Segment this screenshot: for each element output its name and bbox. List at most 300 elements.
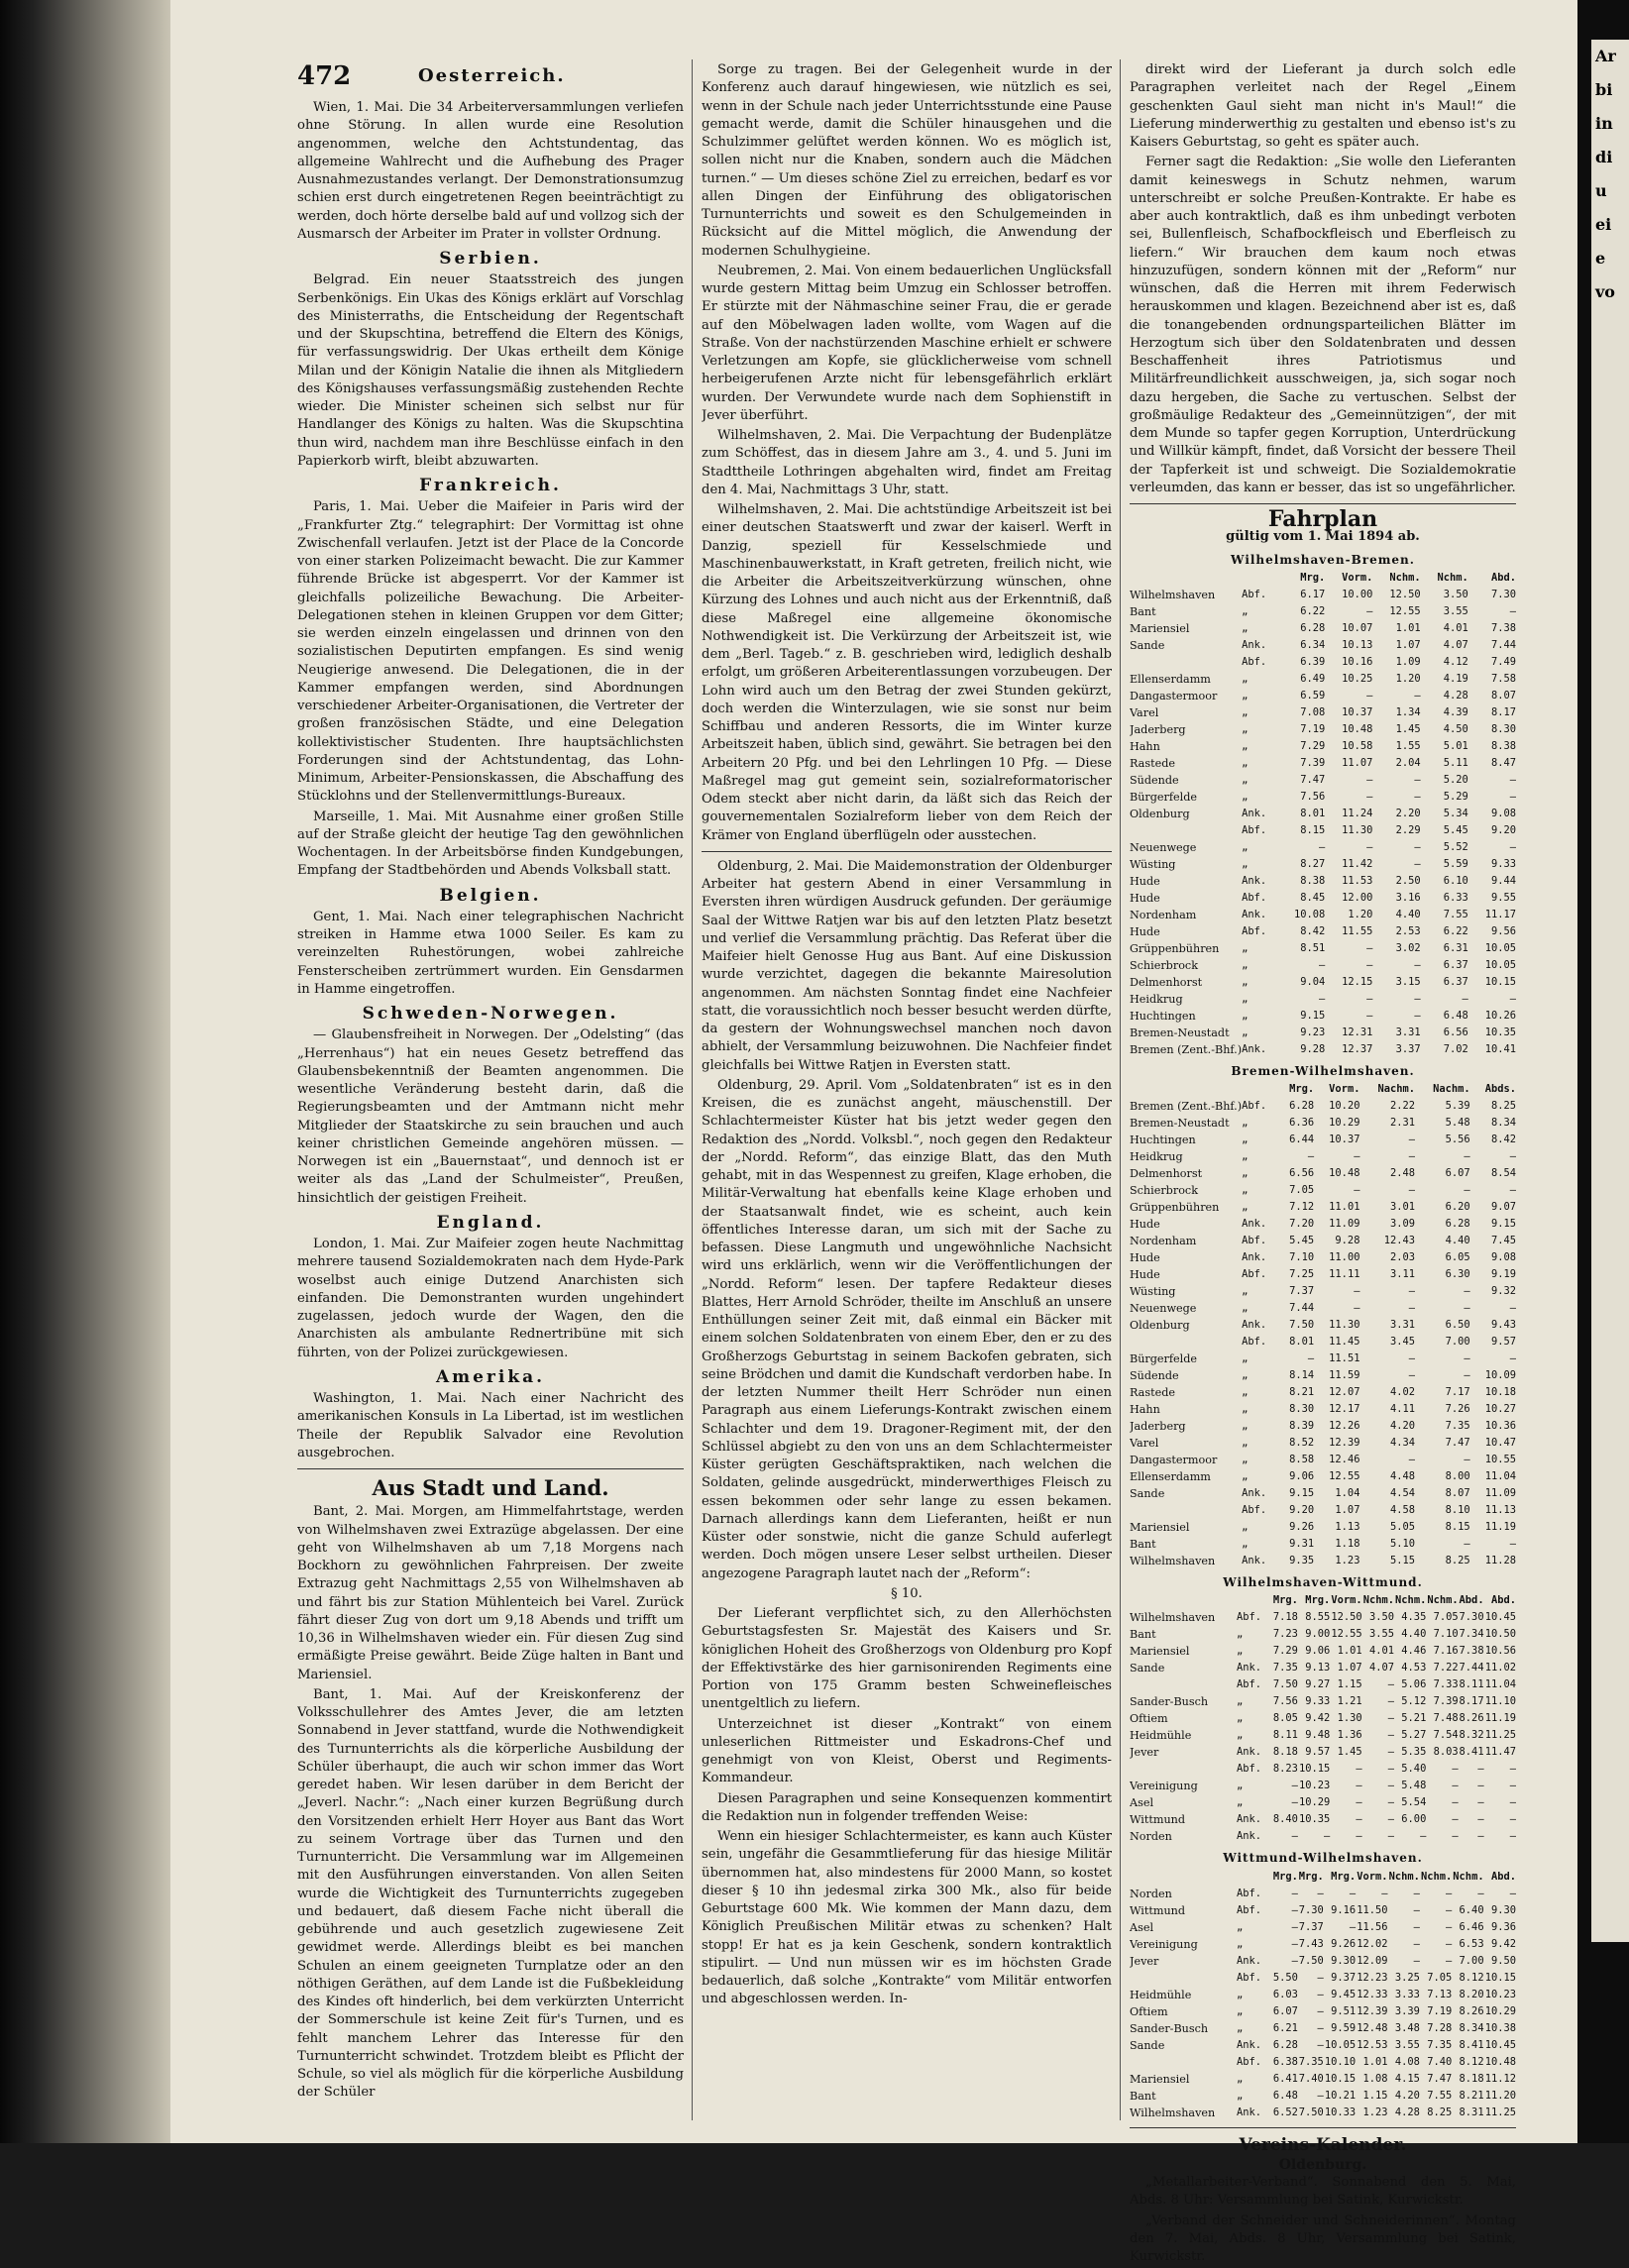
station-name: Sander-Busch: [1130, 2021, 1209, 2035]
departure-time: —: [1509, 1763, 1516, 1776]
departure-time: —: [1366, 941, 1373, 954]
departure-time: 12.53: [1357, 2038, 1388, 2051]
departure-time: 12.50: [1331, 1611, 1362, 1624]
departure-time: —: [1366, 773, 1373, 786]
station-name: Bremen-Neustadt: [1130, 1026, 1230, 1039]
arr-dep-marker: Abf.: [1237, 1763, 1262, 1776]
departure-time: 11.30: [1342, 823, 1373, 836]
timetable-header-cell: [1130, 1592, 1237, 1609]
departure-time: 9.42: [1305, 1712, 1331, 1725]
station-name: Wilhelmshaven: [1130, 2106, 1216, 2119]
timetable-row: [1130, 1384, 1516, 1401]
departure-time: 4.46: [1401, 1645, 1427, 1658]
timetable-row: [1130, 1676, 1516, 1693]
departure-time: 7.28: [1427, 2021, 1453, 2034]
departure-time: —: [1509, 1780, 1516, 1792]
arr-dep-marker: Abf.: [1242, 1100, 1267, 1112]
departure-time: 8.25: [1445, 1555, 1470, 1566]
departure-time: 5.01: [1443, 739, 1468, 752]
departure-time: —: [1408, 1150, 1416, 1162]
departure-time: 6.00: [1401, 1813, 1427, 1826]
departure-time: 6.28: [1272, 2038, 1298, 2051]
departure-time: 8.14: [1289, 1369, 1315, 1381]
departure-time: 5.52: [1443, 840, 1468, 853]
departure-time: 8.15: [1300, 823, 1326, 836]
departure-time: 7.44: [1289, 1302, 1315, 1314]
arr-dep-marker: „: [1242, 1134, 1249, 1145]
station-name: Vereinigung: [1130, 1780, 1198, 1793]
departure-time: —: [1356, 1796, 1362, 1809]
arr-dep-marker: Ank.: [1242, 807, 1267, 819]
departure-time: 6.44: [1289, 1134, 1315, 1145]
departure-time: 10.36: [1484, 1420, 1516, 1432]
station-name: Hahn: [1130, 739, 1160, 753]
article-paragraph: London, 1. Mai. Zur Maifeier zogen heute Nachmittag mehrere tausend Sozialdemokraten nach dem Hyde-Park woselbst auch einige Dutzend Anarchisten sich einfanden. Die Demonstranten wurden ungehindert zugelassen, jedoch wurde der Wagen, den die Anarchisten als ambulante Rednertribüne mit sich führten, von der Polizei zurückgewiesen.: [297, 1237, 684, 1360]
kalender-city: Oldenburg.: [1278, 2156, 1367, 2173]
departure-time: 8.01: [1300, 807, 1326, 819]
timetable-header-cell: Nchm.: [1453, 1870, 1484, 1883]
station-name: Heidmühle: [1130, 1729, 1192, 1743]
station-name: Wilhelmshaven: [1130, 588, 1216, 601]
departure-time: 11.07: [1342, 756, 1373, 769]
departure-time: 10.26: [1484, 1009, 1516, 1022]
departure-time: 5.29: [1443, 790, 1468, 803]
departure-time: 12.55: [1389, 604, 1421, 617]
departure-time: —: [1477, 1887, 1484, 1899]
station-name: Delmenhorst: [1130, 975, 1203, 989]
departure-time: 11.12: [1484, 2072, 1516, 2085]
article-paragraph: Oldenburg, 2. Mai. Die Maidemonstration der Oldenburger Arbeiter hat gestern Abend in einer Versammlung in Eversten ihren würdigen Ausdruck gefunden. Der geräumige Saal der Wittwe Ratjen war bis auf den letzten Platz besetzt und verlief die Versammlung prächtig. Das Referat über die Maifeier hielt Genosse Hug aus Bant. Auf eine Diskussion wurde verzichtet, dagegen die bekannte Mairesolution angenommen. Am nächsten Sonntag findet eine Nachfeier statt, die voraussichtlich noch besser besucht werden dürfte, da gestern der Wohnungswechsel manchen noch davon abhielt, der Versammlung beizuwohnen. Die Nachfeier findet gleichfalls bei Wittwe Ratjen in Eversten statt.: [702, 858, 1112, 1073]
station-name: Wilhelmshaven: [1130, 1555, 1216, 1567]
departure-time: 6.41: [1272, 2072, 1298, 2085]
vereins-kalender: [1130, 2136, 1516, 2267]
departure-time: 6.34: [1300, 638, 1326, 651]
departure-time: —: [1477, 1813, 1484, 1826]
departure-time: —: [1366, 840, 1373, 853]
departure-time: —: [1317, 1971, 1324, 1984]
departure-time: —: [1318, 992, 1326, 1005]
departure-time: 4.20: [1394, 2089, 1420, 2102]
timetable-row: [1130, 1435, 1516, 1452]
arr-dep-marker: „: [1242, 941, 1249, 954]
departure-time: —: [1445, 1920, 1453, 1933]
departure-time: 7.38: [1490, 621, 1516, 634]
departure-time: 8.45: [1300, 891, 1326, 904]
departure-time: 9.30: [1331, 1954, 1357, 1967]
departure-time: 7.44: [1490, 638, 1516, 651]
departure-time: 6.20: [1445, 1201, 1470, 1213]
arr-dep-marker: „: [1242, 722, 1249, 735]
departure-time: 3.11: [1390, 1268, 1416, 1280]
timetable-row: [1130, 2054, 1516, 2071]
departure-time: —: [1452, 1780, 1459, 1792]
departure-time: 1.20: [1348, 908, 1373, 920]
departure-time: 7.48: [1433, 1712, 1459, 1725]
departure-time: 7.30: [1459, 1611, 1484, 1624]
departure-time: 8.12: [1459, 1971, 1484, 1984]
departure-time: 10.35: [1298, 1813, 1331, 1826]
timetable-header-cell: Mrg.: [1300, 571, 1326, 584]
station-name: Hude: [1130, 1218, 1160, 1231]
arr-dep-marker: „: [1242, 1352, 1249, 1364]
departure-time: 1.15: [1362, 2089, 1388, 2102]
section-heading: Aus Stadt und Land.: [372, 1475, 609, 1500]
timetable-row: [1130, 1693, 1516, 1710]
arr-dep-marker: „: [1242, 1454, 1249, 1465]
departure-time: 1.21: [1337, 1695, 1362, 1708]
newspaper-page: [170, 0, 1577, 2264]
departure-time: 10.05: [1484, 958, 1516, 971]
article-paragraph: Wilhelmshaven, 2. Mai. Die achtstündige Arbeitszeit ist bei einer deutschen Staatswerft und zwar der kaiserl. Werft in Danzig, speziell für Kesselschmiede und Maschinenbauwerkstatt, in Kraft getreten, freilich nicht, wie die Arbeiter die Arbeitszeitverkürzung wünschen, ohne Kürzung des Lohnes und auch nicht aus der Erkenntniß, daß diese Maßregel eine allgemeine ökonomische Nothwendigkeit ist. Die Verkürzung der Arbeitszeit ist, wie dem „Berl. Tageb.“ z. B. geschrieben wird, lediglich deshalb erfolgt, um größeren Arbeiterentlassungen vorzubeugen. Der Lohn wird auch um den Betrag der zwei Stunden gekürzt, doch werden die Winterzulagen, wie sie sonst nur beim Schiffbau und anderen Ressorts, die im Winter kurze Arbeitszeit haben, üblich sind, gewährt. Sie betragen bei den Arbeitern 20 Pfg. und bei den Lehrlingen 10 Pfg. — Diese Maßregel mag gut gemeint sein, sozialreformatorischer Odem steckt aber nicht darin, da läßt sich das Reich der gouvernementalen Sozialreform lieber von dem Reich der Krämer von England überflügeln oder ausstechen.: [702, 502, 1112, 843]
departure-time: 11.01: [1329, 1201, 1360, 1213]
departure-time: 6.53: [1459, 1937, 1484, 1950]
station-name: [1130, 654, 1242, 671]
departure-time: 7.29: [1300, 739, 1326, 752]
arr-dep-marker: Ank.: [1237, 1746, 1262, 1759]
departure-time: 11.11: [1329, 1268, 1360, 1280]
departure-time: 9.57: [1490, 1336, 1516, 1348]
departure-time: 12.43: [1383, 1235, 1416, 1246]
departure-time: 11.10: [1484, 1695, 1516, 1708]
timetable-row: [1130, 2020, 1516, 2037]
timetable-header-cell: Mrg.: [1272, 1594, 1298, 1607]
departure-time: —: [1414, 857, 1421, 870]
timetable-route: Wittmund-Wilhelmshaven.: [1223, 1851, 1423, 1866]
departure-time: 8.03: [1433, 1746, 1459, 1759]
divider: [1130, 2127, 1516, 2128]
departure-time: 7.00: [1445, 1336, 1470, 1348]
departure-time: 8.25: [1490, 1100, 1516, 1112]
departure-time: 8.32: [1459, 1729, 1484, 1742]
timetable-route: Bremen-Wilhelmshaven.: [1231, 1063, 1415, 1078]
timetable-row: [1130, 1468, 1516, 1485]
station-name: Bant: [1130, 604, 1156, 618]
departure-time: —: [1387, 1830, 1394, 1843]
next-page-edge: [1591, 40, 1629, 1942]
departure-time: 7.05: [1433, 1611, 1459, 1624]
departure-time: —: [1318, 840, 1326, 853]
departure-time: 9.33: [1305, 1695, 1331, 1708]
departure-time: —: [1414, 689, 1421, 702]
arr-dep-marker: „: [1242, 1470, 1249, 1482]
departure-time: 5.48: [1401, 1780, 1427, 1792]
departure-time: 7.34: [1459, 1628, 1484, 1641]
article-continuation: direkt wird der Lieferant ja durch solch edle Paragraphen verleitet nach der Regel „Einem geschenkten Gaul sieht man nicht in's Maul!“ die Lieferung minderwerthig zu gestalten und ebenso ist's zu Kaisers Geburtstag, so geht es später auch.: [1130, 62, 1516, 150]
departure-time: —: [1413, 1937, 1420, 1950]
departure-time: —: [1445, 1887, 1453, 1899]
timetable-row: [1130, 2003, 1516, 2020]
departure-time: 9.56: [1490, 924, 1516, 937]
departure-time: —: [1366, 992, 1373, 1005]
departure-time: 8.30: [1289, 1403, 1315, 1415]
departure-time: 12.23: [1357, 1971, 1388, 1984]
departure-time: 10.45: [1484, 2038, 1516, 2051]
timetable-table: [1130, 1869, 1516, 2121]
departure-time: 12.09: [1357, 1954, 1388, 1967]
arr-dep-marker: Abf.: [1242, 924, 1267, 937]
departure-time: —: [1413, 1903, 1420, 1916]
departure-time: 7.45: [1490, 1235, 1516, 1246]
departure-time: 1.45: [1337, 1746, 1362, 1759]
arr-dep-marker: „: [1242, 1386, 1249, 1398]
departure-time: 7.35: [1272, 1662, 1298, 1674]
article-paragraph: Diesen Paragraphen und seine Konsequenzen kommentirt die Redaktion nun in folgender treffenden Weise:: [702, 1790, 1112, 1824]
departure-time: —: [1509, 1796, 1516, 1809]
departure-time: 1.55: [1395, 739, 1421, 752]
timetable-header-cell: Abd.: [1490, 571, 1516, 584]
arr-dep-marker: „: [1242, 975, 1249, 988]
section-heading: England.: [436, 1212, 545, 1233]
timetable-row: [1130, 1519, 1516, 1536]
station-name: Wittmund: [1130, 1903, 1186, 1917]
departure-time: 8.17: [1459, 1695, 1484, 1708]
departure-time: —: [1387, 1712, 1394, 1725]
kalender-entry: „Verband der Schneider und Schneiderinnen“. Montag den 7. Mai, Abds. 8 Uhr, Versammlung bei Satink, Kurwickstr.: [1130, 2213, 1516, 2264]
departure-time: —: [1464, 1352, 1470, 1364]
departure-time: 3.37: [1395, 1042, 1421, 1055]
section-heading: Serbien.: [439, 249, 542, 269]
departure-time: 11.25: [1484, 1729, 1516, 1742]
departure-time: 9.36: [1490, 1920, 1516, 1933]
arr-dep-marker: Ank.: [1242, 874, 1267, 887]
departure-time: 11.50: [1357, 1903, 1388, 1916]
departure-time: 7.38: [1459, 1645, 1484, 1658]
station-name: [1130, 1676, 1237, 1693]
arr-dep-marker: „: [1237, 1796, 1244, 1809]
departure-time: 4.02: [1390, 1386, 1416, 1398]
departure-time: 6.50: [1445, 1319, 1470, 1331]
station-name: Sande: [1130, 2038, 1165, 2052]
timetable-row: [1130, 1727, 1516, 1744]
departure-time: —: [1414, 773, 1421, 786]
arr-dep-marker: „: [1242, 1150, 1249, 1162]
departure-time: 6.28: [1289, 1100, 1315, 1112]
timetable-header-cell: Nachm.: [1433, 1083, 1470, 1095]
departure-time: 10.09: [1484, 1369, 1516, 1381]
station-name: Bremen-Neustadt: [1130, 1117, 1230, 1130]
departure-time: 4.07: [1368, 1662, 1394, 1674]
station-name: Bremen (Zent.-Bhf.): [1130, 1100, 1243, 1113]
arr-dep-marker: „: [1242, 604, 1249, 617]
arr-dep-marker: Abf.: [1242, 1235, 1267, 1246]
arr-dep-marker: Ank.: [1237, 2106, 1262, 2118]
departure-time: 7.05: [1289, 1184, 1315, 1196]
section-heading: Frankreich.: [419, 476, 562, 495]
departure-time: 10.48: [1342, 722, 1373, 735]
station-name: Huchtingen: [1130, 1134, 1196, 1146]
departure-time: 8.41: [1459, 1746, 1484, 1759]
departure-time: 8.07: [1445, 1487, 1470, 1499]
departure-time: 12.17: [1329, 1403, 1360, 1415]
departure-time: 9.28: [1335, 1235, 1360, 1246]
departure-time: 4.58: [1390, 1504, 1416, 1516]
departure-time: 4.40: [1401, 1628, 1427, 1641]
article-paragraph: Bant, 1. Mai. Auf der Kreiskonferenz der Volksschullehrer des Amtes Jever, die am letzten Sonnabend in Jever stattfand, wurde die Nothwendigkeit des Turnunterrichts als die körperliche Ausbildung der Schüler überhaupt, die auch wir schon immer das Wort geredet haben. Wir lesen darüber in dem Bericht der „Jeverl. Nachr.“: „Nach einer kurzen Begrüßung durch den Vorsitzenden erhielt Herr Hoyer aus Bant das Wort zu seinem Vortrage über das Turnen und den Turnunterricht. Die Versammlung war im Allgemeinen mit den Ausführungen einverstanden. Von allen Seiten wurde die Wichtigkeit des Turnunterrichts zugegeben und bedauert, daß diesem Fache nicht überall die gebührende und auch gesetzlich zugewiesene Zeit gewidmet werde. Allerdings bleibt es bei manchen Schulen an einem geeigneten Turnplatze oder an den nöthigen Geräthen, auf dem Lande ist die Fußbekleidung des Kindes oft hinderlich, bei dem verkürzten Unterricht der Sommerschule ist keine Zeit für's Turnen, und es fehlt manchem Lehrer das Interesse für den Turnunterricht schwindet. Trotzdem bleibt es Pflicht der Schule, so viel als möglich für die körperliche Ausbildung der Schüler: [297, 1686, 684, 2101]
departure-time: 4.48: [1390, 1470, 1416, 1482]
timetable-row: [1130, 907, 1516, 923]
departure-time: 7.30: [1298, 1903, 1324, 1916]
departure-time: 10.16: [1342, 655, 1373, 668]
arr-dep-marker: „: [1237, 2004, 1244, 2017]
departure-time: 3.15: [1395, 975, 1421, 988]
departure-time: 7.12: [1289, 1201, 1315, 1213]
arr-dep-marker: „: [1242, 672, 1249, 685]
departure-time: 11.53: [1342, 874, 1373, 887]
departure-time: 4.54: [1390, 1487, 1416, 1499]
departure-time: 7.16: [1433, 1645, 1459, 1658]
arr-dep-marker: Ank.: [1237, 2038, 1262, 2051]
station-name: Norden: [1130, 1887, 1172, 1900]
departure-time: 10.23: [1484, 1988, 1516, 2000]
arr-dep-marker: „: [1242, 756, 1249, 769]
departure-time: 4.07: [1443, 638, 1468, 651]
next-page-text-fragment: bi: [1595, 80, 1613, 99]
departure-time: 1.04: [1335, 1487, 1360, 1499]
departure-time: 4.19: [1443, 672, 1468, 685]
arr-dep-marker: „: [1242, 790, 1249, 803]
timetable-row: [1130, 671, 1516, 688]
departure-time: 11.19: [1484, 1521, 1516, 1533]
departure-time: 9.15: [1289, 1487, 1315, 1499]
article-paragraph: Gent, 1. Mai. Nach einer telegraphischen Nachricht streiken in Hamme etwa 1000 Seiler. Es kam zu vereinzelten Ruhestörungen, wobei zahlreiche Fensterscheiben zertrümmert wurden. Ein Gensdarmen in Hamme eingetroffen.: [297, 909, 684, 997]
departure-time: 1.18: [1335, 1538, 1360, 1550]
departure-time: 8.23: [1272, 1763, 1298, 1776]
timetable-row: [1130, 1502, 1516, 1519]
departure-time: 6.33: [1443, 891, 1468, 904]
departure-time: 6.56: [1289, 1167, 1315, 1179]
departure-time: —: [1317, 2089, 1324, 2102]
departure-time: —: [1291, 1937, 1298, 1950]
timetable-row: [1130, 822, 1516, 839]
column-divider: [1120, 59, 1121, 2120]
arr-dep-marker: Ank.: [1242, 1042, 1267, 1055]
book-binding: [0, 0, 170, 2143]
timetable-header-row: [1130, 1869, 1516, 1886]
departure-time: 7.47: [1445, 1437, 1470, 1449]
departure-time: 7.00: [1459, 1954, 1484, 1967]
departure-time: 4.01: [1368, 1645, 1394, 1658]
arr-dep-marker: „: [1242, 1201, 1249, 1213]
arr-dep-marker: „: [1237, 1988, 1244, 2000]
timetable-row: [1130, 637, 1516, 654]
station-name: Bremen (Zent.-Bhf.): [1130, 1042, 1243, 1056]
departure-time: 6.17: [1300, 588, 1326, 600]
timetable-validity: gültig vom 1. Mai 1894 ab.: [1226, 529, 1420, 545]
timetable-header-cell: Mrg.: [1331, 1870, 1357, 1883]
departure-time: 4.28: [1443, 689, 1468, 702]
station-name: Hude: [1130, 1251, 1160, 1264]
departure-time: 5.11: [1443, 756, 1468, 769]
timetable-header-cell: Nchm.: [1420, 1870, 1453, 1883]
departure-time: 8.31: [1459, 2106, 1484, 2118]
departure-time: —: [1318, 958, 1326, 971]
departure-time: 10.58: [1342, 739, 1373, 752]
timetable-header-cell: Nchm.: [1388, 1870, 1420, 1883]
station-name: Hude: [1130, 924, 1160, 938]
departure-time: 10.21: [1324, 2089, 1357, 2102]
departure-time: 1.07: [1395, 638, 1421, 651]
station-name: Grüppenbühren: [1130, 941, 1220, 955]
departure-time: 5.06: [1401, 1678, 1427, 1691]
departure-time: 2.53: [1395, 924, 1421, 937]
departure-time: 3.50: [1368, 1611, 1394, 1624]
departure-time: 10.41: [1484, 1042, 1516, 1055]
timetable-row: [1130, 1953, 1516, 1970]
timetable-row: [1130, 704, 1516, 721]
station-name: Mariensiel: [1130, 621, 1190, 635]
timetable-row: [1130, 1778, 1516, 1794]
departure-time: 9.08: [1490, 1251, 1516, 1263]
departure-time: 8.10: [1445, 1504, 1470, 1516]
station-name: [1130, 822, 1242, 839]
departure-time: 7.05: [1427, 1971, 1453, 1984]
departure-time: 3.31: [1390, 1319, 1416, 1331]
kalender-entry: „Metallarbeiter-Verband“. Sonnabend den 5. Mai, Abds. 8 Uhr: Versammlung bei Satink, Kurwickstr.: [1130, 2175, 1516, 2209]
article-paragraph: Wilhelmshaven, 2. Mai. Die Verpachtung der Budenplätze zum Schöffest, das in diesem Jahre am 3., 4. und 5. Juni im Stadttheile Lothringen abgehalten wird, findet am Freitag den 4. Mai, Nachmittags 3 Uhr, statt.: [702, 428, 1112, 497]
departure-time: 9.07: [1490, 1201, 1516, 1213]
departure-time: 7.40: [1298, 2072, 1324, 2085]
timetable-row: [1130, 806, 1516, 822]
station-name: Mariensiel: [1130, 2072, 1190, 2086]
departure-time: 10.56: [1484, 1645, 1516, 1658]
departure-time: —: [1408, 1302, 1416, 1314]
arr-dep-marker: „: [1242, 1167, 1249, 1179]
timetable-header-cell: Vorm.: [1357, 1870, 1388, 1883]
departure-time: 7.44: [1459, 1662, 1484, 1674]
departure-time: 9.55: [1490, 891, 1516, 904]
departure-time: —: [1291, 1903, 1298, 1916]
timetable-row: [1130, 873, 1516, 890]
departure-time: 11.42: [1342, 857, 1373, 870]
departure-time: 8.34: [1459, 2021, 1484, 2034]
departure-time: 12.46: [1329, 1454, 1360, 1465]
article-paragraph: Paris, 1. Mai. Ueber die Maifeier in Paris wird der „Frankfurter Ztg.“ telegraphirt: Der Vormittag ist ohne Zwischenfall verlaufen. Jetzt ist der Place de la Concorde von einer starken Polizeimacht bewacht. Die zur Kammer führende Brücke ist abgesperrt. Vor der Kammer ist gleichfalls polizeiliche Bewachung. Die Arbeiter-Delegationen stehen in kleinen Gruppen vor dem Gitter; sie werden einzeln eingelassen und drinnen von den sozialistischen Deputirten empfangen. Es sind wenig Neugierige anwesend. Die Delegationen, die in der Kammer empfangen werden, sind Abordnungen verschiedener Arbeiter-Organisationen, die Vertreter der großen französischen Städte, und eine Delegation kollektivistischer Studenten. Ihre hauptsächlichsten Forderungen sind der Achtstundentag, das Lohn-Minimum, Arbeiter-Pensionskassen, die Abschaffung des Stücklohns und der Stellenvermittlungs-Bureaux.: [297, 499, 684, 805]
departure-time: 6.38: [1272, 2055, 1298, 2068]
departure-time: 11.28: [1484, 1555, 1516, 1566]
timetable-row: [1130, 721, 1516, 738]
timetable-table: [1130, 1081, 1516, 1569]
timetable-row: [1130, 1536, 1516, 1553]
departure-time: 6.39: [1300, 655, 1326, 668]
station-name: Wilhelmshaven: [1130, 1611, 1216, 1625]
departure-time: 9.08: [1490, 807, 1516, 819]
article-paragraph: Wien, 1. Mai. Die 34 Arbeiterversammlungen verliefen ohne Störung. In allen wurde eine Resolution angenommen, welche den Achtstundentag, das allgemeine Wahlrecht und die Aufhebung des Prager Ausnahmezustandes verlangt. Der Demonstrationsumzug schien erst durch eingetretenen Regen beeinträchtigt zu werden, doch hörte derselbe bald auf und vollzog sich der Ausmarsch der Arbeiter im Prater in vollster Ordnung.: [297, 100, 684, 242]
departure-time: 5.15: [1390, 1555, 1416, 1566]
departure-time: 5.48: [1445, 1117, 1470, 1129]
station-name: Sander-Busch: [1130, 1695, 1209, 1709]
departure-time: 10.33: [1324, 2106, 1357, 2118]
station-name: Bant: [1130, 2089, 1156, 2103]
station-name: Südende: [1130, 1369, 1179, 1382]
departure-time: 5.05: [1390, 1521, 1416, 1533]
departure-time: —: [1509, 840, 1516, 853]
arr-dep-marker: „: [1242, 621, 1249, 634]
departure-time: 9.43: [1490, 1319, 1516, 1331]
departure-time: 9.23: [1300, 1026, 1326, 1038]
station-name: Rastede: [1130, 756, 1175, 770]
departure-time: 9.04: [1300, 975, 1326, 988]
departure-time: —: [1387, 1729, 1394, 1742]
departure-time: 7.23: [1272, 1628, 1298, 1641]
departure-time: 9.57: [1305, 1746, 1331, 1759]
departure-time: 6.48: [1272, 2089, 1298, 2102]
departure-time: 2.22: [1390, 1100, 1416, 1112]
departure-time: 4.40: [1445, 1235, 1470, 1246]
departure-time: 10.15: [1298, 1763, 1331, 1776]
arr-dep-marker: Ank.: [1242, 1251, 1267, 1263]
departure-time: 5.45: [1289, 1235, 1315, 1246]
timetable-header-cell: Abd.: [1490, 1870, 1516, 1883]
